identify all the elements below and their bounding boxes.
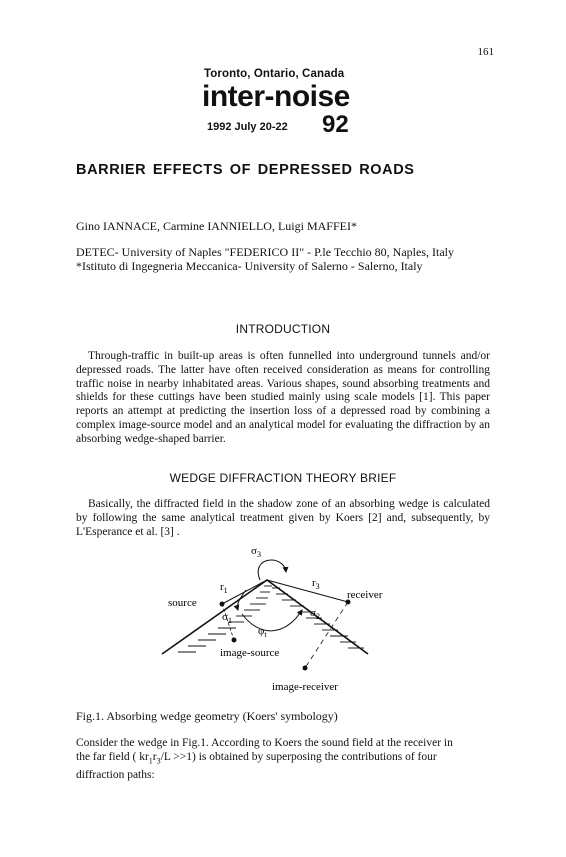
affiliation-1: DETEC- University of Naples "FEDERICO II" - P.le Tecchio 80, Naples, Italy: [76, 245, 454, 259]
sigma3-arc: [258, 560, 286, 580]
paper-title: BARRIER EFFECTS OF DEPRESSED ROADS: [76, 162, 415, 178]
introduction-text: Through-traffic in built-up areas is often funnelled into underground tunnels and/or depressed roads. The latter have often received consideration as means for controlling traffic noise in nearby inhabitated areas. Various shapes, sound absorbing treatments and shields for these cuttings have been studied mainly using scale models [1]. This paper reports an attempt at predicting the insertion loss of a depressed road by combining a complex image-source model and an analytical model for evaluating the diffraction by an absorbing wedge-shaped barrier.: [76, 350, 490, 445]
closing-line-2: the far field ( $kr_1r_3/L >>1$) is obtained by superposing the contributions of four: [76, 751, 437, 766]
wedge-theory-heading: WEDGE DIFFRACTION THEORY BRIEF: [169, 471, 397, 485]
closing-line-3: diffraction paths:: [76, 769, 155, 782]
closing-paragraph: [76, 736, 490, 782]
phi-arc: [242, 610, 302, 631]
label-image-source: image-source: [220, 647, 280, 659]
wedge-geometry-figure: [160, 542, 410, 694]
introduction-paragraph: [76, 350, 490, 447]
figure-caption: Fig.1. Absorbing wedge geometry (Koers' symbology): [76, 709, 338, 723]
label-source: source: [168, 597, 197, 609]
closing-line-1: Consider the wedge in Fig.1. According to Koers the sound field at the receiver in: [76, 737, 453, 749]
wedge-theory-paragraph: [76, 498, 490, 539]
label-sigma2: $\sigma_2$: [310, 607, 320, 621]
introduction-heading: INTRODUCTION: [235, 322, 331, 336]
source-point: [220, 602, 225, 607]
conference-location: Toronto, Ontario, Canada: [204, 68, 345, 80]
wedge-theory-text: Basically, the diffracted field in the shadow zone of an absorbing wedge is calculated by following the same analytical treatment given by Koers [2] and, subsequently, by L'Esperance et al. [3] .: [76, 498, 490, 538]
conference-dates: 1992 July 20-22: [207, 121, 288, 133]
image-receiver-point: [303, 666, 308, 671]
label-r3: $r_3$: [312, 577, 320, 591]
label-r1: $r_1$: [220, 581, 228, 595]
label-phi: $\varphi_t$: [258, 625, 267, 639]
paper-affiliations: [76, 245, 454, 273]
label-image-receiver: image-receiver: [272, 681, 338, 693]
label-receiver: receiver: [347, 589, 383, 601]
affiliation-2: *Istituto di Ingegneria Meccanica- University of Salerno - Salerno, Italy: [76, 259, 423, 273]
conference-logo: inter-noise: [202, 80, 350, 113]
label-sigma3: $\sigma_3$: [251, 545, 261, 559]
conference-year: 92: [322, 111, 349, 138]
image-source-point: [232, 638, 237, 643]
wedge-outline: [162, 580, 368, 654]
ray-r3: [267, 580, 348, 602]
wedge-hatching: [178, 586, 364, 652]
paper-authors: Gino IANNACE, Carmine IANNIELLO, Luigi MAFFEI*: [76, 219, 357, 233]
label-sigma1: $\sigma_1$: [222, 611, 232, 625]
page-number: 161: [477, 46, 494, 58]
